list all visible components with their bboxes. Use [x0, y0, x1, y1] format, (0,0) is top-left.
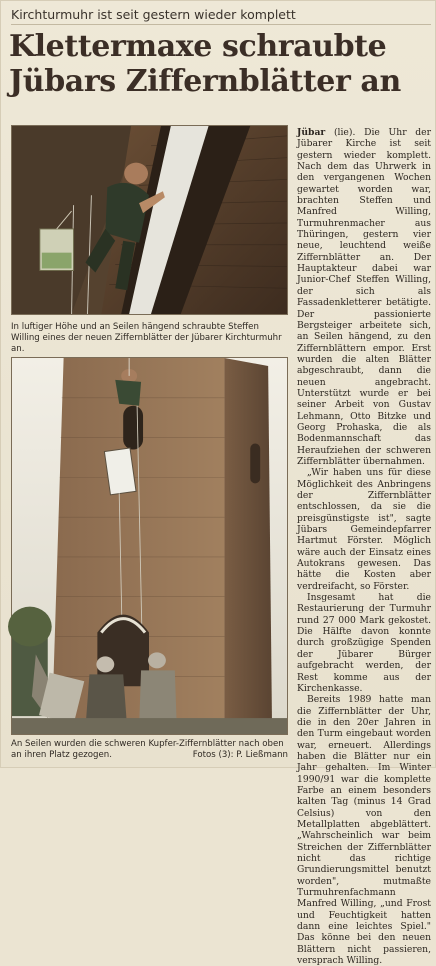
article-paragraph-1: [297, 127, 431, 467]
article-paragraph-3: Insgesamt hat die Restaurierung der Turmuhr rund 27 000 Mark gekostet. Die Hälfte davon konnte durch großzügige Spenden der Jübarer Bürger aufgebracht werden, der Rest komme aus der Kirchenkasse.: [297, 592, 431, 694]
climber-photo-illustration: [12, 126, 287, 314]
photo-climber-clock-face: [11, 125, 288, 315]
photo-credit: Fotos (3): P. Ließmann: [192, 750, 288, 760]
article-paragraph-2: „Wir haben uns für diese Möglichkeit des Anbringens der Ziffernblätter entschlossen, da sie die preisgünstigste ist", sagte Jübars Gemeindepfarrer Hartmut Förster. Möglich wäre auch der Einsatz eines Autokrans gewesen. Das hätte die Kosten aber verdreifacht, so Förster.: [297, 467, 431, 592]
headline: [9, 29, 433, 99]
kicker: Kirchturmuhr ist seit gestern wieder komplett: [11, 7, 431, 25]
article-paragraph-1-text: (lie). Die Uhr der Jübarer Kirche ist seit gestern wieder komplett. Nach dem das Uhrwerk in den vergangenen Wochen gewartet worden war, brachten Steffen und Manfred Willing, Turmuhrenmacher aus Thüringen, gestern vier neue, leuchtend weiße Ziffernblätter an. Der Hauptakteur dabei war Junior-Chef Steffen Willing, der sich als Fassadenkletterer betätigte. Der passionierte Bergsteiger arbeitete sich, an Seilen hängend, zu den Ziffernblättern empor. Erst wurden die alten Blätter abgeschraubt, dann die neuen angebracht. Unterstützt wurde er bei seiner Arbeit von Gustav Lehmann, Otto Bitzke und Georg Prohaska, die als Bodenmannschaft das Heraufziehen der schweren Ziffernblätter übernahmen.: [297, 127, 432, 467]
headline-line-2: Jübars Ziffernblätter an: [9, 64, 401, 99]
article-body: [297, 127, 432, 966]
headline-line-1: Klettermaxe schraubte: [9, 29, 387, 64]
photo-caption-1: In luftiger Höhe und an Seilen hängend schraubte Steffen Willing eines der neuen Ziffernblätter der Jübarer Kirchturmuhr an.: [11, 322, 282, 354]
caption-2-text: An Seilen wurden die schweren Kupfer-Ziffernblätter nach oben an ihren Platz gezogen.: [11, 739, 284, 760]
dateline: Jübar: [297, 127, 326, 138]
photo-caption-2: [11, 739, 288, 761]
tower-photo-illustration: [12, 358, 287, 734]
article-paragraph-4: Bereits 1989 hatte man die Ziffernblätter der Uhr, die in den 20er Jahren in den Turm eingebaut worden war, erneuert. Allerdings haben die Blätter nur ein Jahr gehalten. Im Winter 1990/91 war die komplette Farbe an einem besonders kalten Tag (minus 14 Grad Celsius) von den Metallplatten abgeblättert. „Wahrscheinlich war beim Streichen der Ziffernblätter nicht das richtige Grundierungsmittel benutzt worden", mutmaßte Turmuhrenfachmann Manfred Willing, „und Frost und Feuchtigkeit hatten dann eine leichtes Spiel." Das könne bei den neuen Blättern nicht passieren, versprach Willing.: [297, 694, 431, 966]
photo-church-tower: [11, 357, 288, 735]
